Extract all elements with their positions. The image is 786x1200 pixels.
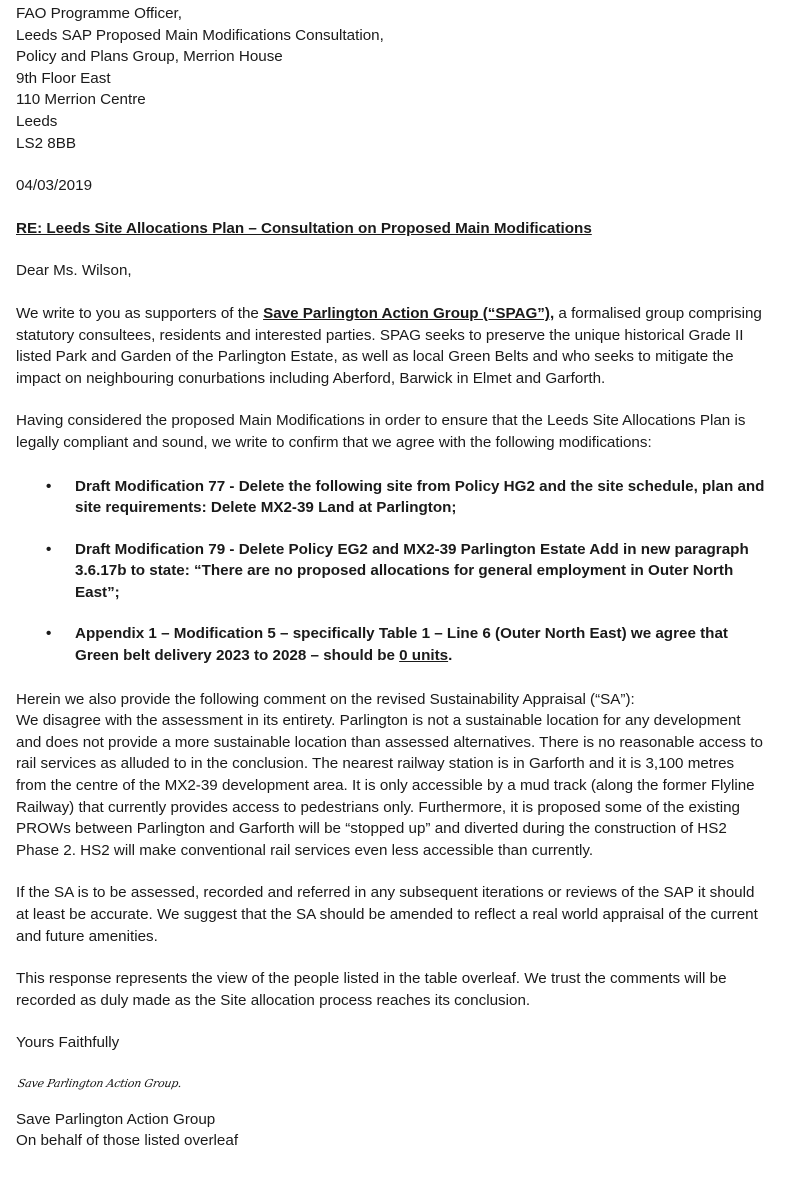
zero-units: 0 units — [399, 647, 449, 665]
modification-79-text: Draft Modification 79 - Delete Policy EG2 and MX2-39 Parlington Estate Add in new paragraph 3.6.17b to state: “There are no proposed allocations for general employment in Outer North East”; — [75, 540, 749, 601]
recipient-address — [16, 3, 768, 154]
address-line: FAO Programme Officer, — [16, 5, 182, 22]
salutation: Dear Ms. Wilson, — [16, 262, 132, 280]
list-item — [16, 476, 768, 519]
accuracy-paragraph: If the SA is to be assessed, recorded and referred in any subsequent iterations or reviews of the SAP it should at least be accurate. We suggest that the SA should be amended to reflect a real world appraisal of the current and future amenities. — [16, 884, 758, 945]
bullet-marker: • — [46, 540, 52, 558]
subject-line: RE: Leeds Site Allocations Plan – Consultation on Proposed Main Modifications — [16, 219, 592, 237]
address-line: 110 Merrion Centre — [16, 91, 146, 109]
modification-77-text: Draft Modification 77 - Delete the following site from Policy HG2 and the site schedule, plan and site requirements: Delete MX2-39 Land at Parlington; — [75, 477, 765, 517]
address-line: Leeds — [16, 112, 58, 130]
group-name: Save Parlington Action Group (“SPAG”), — [263, 304, 555, 322]
address-line: Policy and Plans Group, Merrion House — [16, 48, 283, 66]
intro-paragraph — [16, 303, 768, 389]
appendix-1-text: Appendix 1 – Modification 5 – specifically Table 1 – Line 6 (Outer North East) we agree that Green belt delivery 2023 to 2028 – should be — [75, 625, 728, 665]
address-line: 9th Floor East — [16, 69, 111, 87]
signature-line — [16, 1072, 768, 1095]
address-line: LS2 8BB — [16, 134, 76, 152]
sender-on-behalf: On behalf of those listed overleaf — [16, 1132, 239, 1150]
closing-paragraph: This response represents the view of the people listed in the table overleaf. We trust the comments will be recorded as duly made as the Site allocation process reaches its conclusion. — [16, 970, 727, 1009]
list-item — [16, 623, 768, 666]
sa-intro-line: Herein we also provide the following comment on the revised Sustainability Appraisal (“SA”): — [16, 690, 635, 708]
address-line: Leeds SAP Proposed Main Modifications Consultation, — [16, 26, 384, 44]
list-item — [16, 539, 768, 604]
sender-name: Save Parlington Action Group — [16, 1110, 216, 1128]
bullet-marker: • — [46, 625, 52, 643]
sign-off: Yours Faithfully — [16, 1034, 120, 1052]
agreement-paragraph: Having considered the proposed Main Modifications in order to ensure that the Leeds Site Allocations Plan is legally compliant and sound, we write to confirm that we agree with the following modifications: — [16, 412, 746, 451]
intro-text-pre: We write to you as supporters of the — [16, 304, 264, 322]
bullet-marker: • — [46, 477, 52, 495]
letter-date: 04/03/2019 — [16, 177, 93, 195]
modifications-list — [16, 476, 768, 667]
intro-text-post: a formalised group comprising statutory consultees, residents and interested parties. SPAG seeks to preserve the unique historical Grade II listed Park and Garden of the Parlington Estate, as well as local Green Belts and who seeks to mitigate the impact on neighbouring conurbations including Aberford, Barwick in Elmet and Garforth. — [16, 304, 762, 387]
sa-comment-paragraph: We disagree with the assessment in its entirety. Parlington is not a sustainable location for any development and does not provide a more sustainable location than assessed alternatives. There is no reasonable access to rail services as alluded to in the conclusion. The nearest railway station is in Garforth and it is 3,100 metres from the centre of the MX2-39 development area. It is only accessible by a mud track (along the former Flyline Railway) that currently provides access to pedestrians only. Furthermore, it is proposed some of the existing PROWs between Parlington and Garforth will be “stopped up” and diverted during the construction of HS2 Phase 2. HS2 will make conventional rail services even less accessible than currently. — [16, 712, 763, 859]
appendix-1-end: . — [448, 647, 453, 665]
handwritten-signature: Save Parlington Action Group. — [16, 1076, 183, 1090]
